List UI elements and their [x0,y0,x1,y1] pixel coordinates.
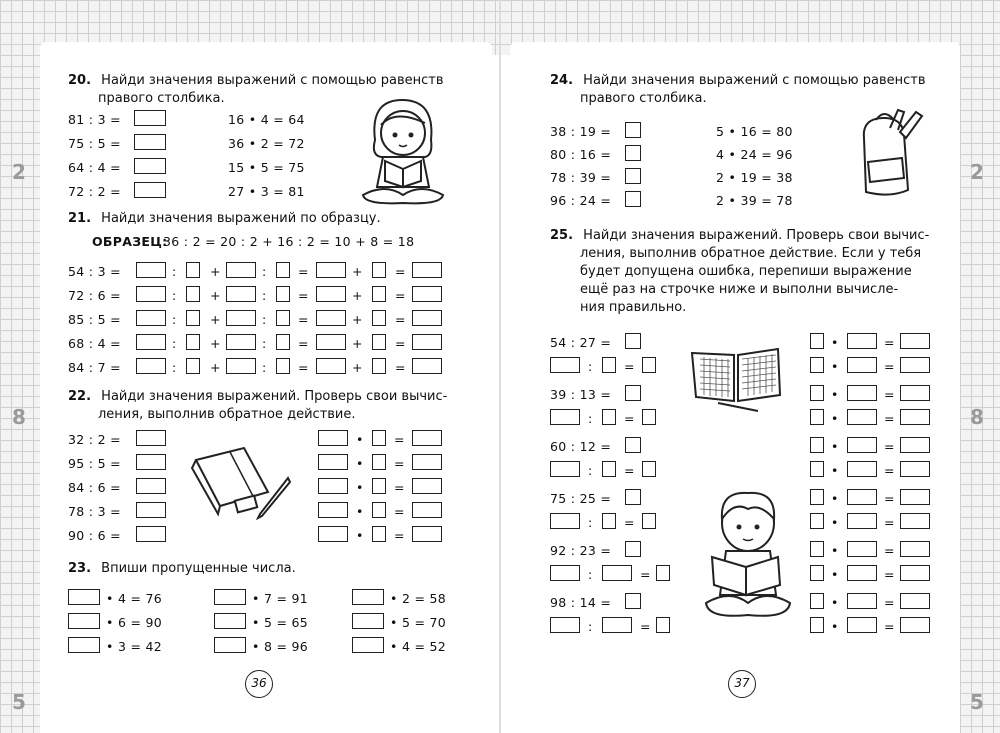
ex22-text-line1: Найди значения выражений. Проверь свои вычис- [101,389,448,404]
ex21-expr: 84 : 7 = [68,360,121,375]
answer-box[interactable] [318,454,348,470]
ex20-left-expr: 72 : 2 = [68,184,121,199]
ex24-right-eq: 5 • 16 = 80 [716,124,793,139]
answer-box[interactable] [136,478,166,494]
ex23-expr: • 5 = 65 [252,615,309,630]
answer-box[interactable] [550,409,580,425]
ex25-expr: 92 : 23 = [550,543,612,558]
notebook-pen-illustration [190,440,300,520]
answer-box[interactable] [602,461,616,477]
operator-symbol: + [352,288,363,303]
answer-box[interactable] [642,461,656,477]
answer-box[interactable] [412,358,442,374]
page-number-right: 37 [728,670,756,698]
ex25-expr: 98 : 14 = [550,595,612,610]
answer-box[interactable] [625,541,641,557]
answer-box[interactable] [352,613,384,629]
operator-symbol: = [298,288,309,303]
answer-box[interactable] [642,409,656,425]
answer-box[interactable] [186,262,200,278]
answer-box[interactable] [900,357,930,373]
answer-box[interactable] [412,526,442,542]
operator-symbol: • [831,439,839,454]
answer-box[interactable] [352,589,384,605]
ex20-right-eq: 16 • 4 = 64 [228,112,305,127]
answer-box[interactable] [810,513,824,529]
answer-box[interactable] [847,357,877,373]
answer-box[interactable] [810,593,824,609]
operator-symbol: = [395,336,406,351]
ex22-number: 22. [68,389,92,404]
ex22-expr: 78 : 3 = [68,504,121,519]
ex21-text: Найди значения выражений по образцу. [101,211,381,226]
answer-box[interactable] [625,333,641,349]
operator-symbol: • [356,504,364,519]
operator-symbol: : [262,264,267,279]
answer-box[interactable] [625,191,641,207]
operator-symbol: = [395,360,406,375]
margin-digit: 2 [12,160,26,184]
operator-symbol: : [588,619,593,634]
answer-box[interactable] [847,565,877,581]
answer-box[interactable] [847,617,877,633]
answer-box[interactable] [136,454,166,470]
page-number-left: 36 [245,670,273,698]
answer-box[interactable] [226,286,256,302]
operator-symbol: + [352,312,363,327]
answer-box[interactable] [316,310,346,326]
ex24-text-line1: Найди значения выражений с помощью равенств [583,73,926,88]
answer-box[interactable] [602,357,616,373]
answer-box[interactable] [412,478,442,494]
answer-box[interactable] [900,617,930,633]
answer-box[interactable] [276,358,290,374]
operator-symbol: = [624,359,635,374]
ex22-expr: 32 : 2 = [68,432,121,447]
operator-symbol: : [262,360,267,375]
answer-box[interactable] [136,262,166,278]
operator-symbol: = [884,359,895,374]
answer-box[interactable] [372,262,386,278]
operator-symbol: • [356,432,364,447]
answer-box[interactable] [550,617,580,633]
ex21-expr: 68 : 4 = [68,336,121,351]
margin-digit: 8 [12,405,26,429]
answer-box[interactable] [656,617,670,633]
operator-symbol: • [831,411,839,426]
operator-symbol: = [884,567,895,582]
answer-box[interactable] [226,262,256,278]
operator-symbol: = [884,335,895,350]
operator-symbol: • [831,387,839,402]
answer-box[interactable] [318,526,348,542]
ex23-text: Впиши пропущенные числа. [101,561,296,576]
answer-box[interactable] [214,589,246,605]
answer-box[interactable] [900,385,930,401]
operator-symbol: = [395,288,406,303]
answer-box[interactable] [316,286,346,302]
answer-box[interactable] [372,526,386,542]
operator-symbol: • [356,528,364,543]
answer-box[interactable] [372,430,386,446]
ex25-text-line2: ления, выполнив обратное действие. Если у тебя [580,246,922,261]
ex22-heading [68,388,468,424]
operator-symbol: = [395,312,406,327]
answer-box[interactable] [412,286,442,302]
ex25-text-line3: будет допущена ошибка, перепиши выражение [580,264,912,279]
answer-box[interactable] [900,565,930,581]
answer-box[interactable] [550,565,580,581]
operator-symbol: : [262,312,267,327]
ex25-text-line4: ещё раз на строчке ниже и выполни вычисле- [580,282,899,297]
operator-symbol: = [884,387,895,402]
operator-symbol: = [884,463,895,478]
ex23-expr: • 3 = 42 [106,639,163,654]
ex20-left-expr: 81 : 3 = [68,112,121,127]
answer-box[interactable] [412,310,442,326]
answer-box[interactable] [847,409,877,425]
margin-digit: 5 [12,690,26,714]
girl-reading-illustration [355,95,450,207]
answer-box[interactable] [372,358,386,374]
ex23-expr: • 4 = 52 [390,639,447,654]
operator-symbol: = [298,336,309,351]
ex21-expr: 54 : 3 = [68,264,121,279]
answer-box[interactable] [810,357,824,373]
answer-box[interactable] [810,489,824,505]
operator-symbol: : [588,567,593,582]
operator-symbol: = [884,543,895,558]
answer-box[interactable] [68,613,100,629]
operator-symbol: = [298,312,309,327]
operator-symbol: + [352,360,363,375]
answer-box[interactable] [642,513,656,529]
answer-box[interactable] [900,489,930,505]
answer-box[interactable] [372,310,386,326]
answer-box[interactable] [372,478,386,494]
answer-box[interactable] [847,541,877,557]
operator-symbol: + [210,312,221,327]
ex24-right-eq: 2 • 19 = 38 [716,170,793,185]
operator-symbol: = [394,504,405,519]
answer-box[interactable] [810,385,824,401]
answer-box[interactable] [810,409,824,425]
answer-box[interactable] [68,589,100,605]
answer-box[interactable] [625,385,641,401]
open-book-illustration [688,345,784,415]
answer-box[interactable] [900,593,930,609]
ex24-right-eq: 2 • 39 = 78 [716,193,793,208]
answer-box[interactable] [134,110,166,126]
ex25-expr: 60 : 12 = [550,439,612,454]
answer-box[interactable] [810,333,824,349]
ex25-text-line1: Найди значения выражений. Проверь свои вычис- [583,228,930,243]
operator-symbol: : [172,336,177,351]
operator-symbol: + [210,360,221,375]
answer-box[interactable] [625,593,641,609]
answer-box[interactable] [656,565,670,581]
answer-box[interactable] [847,513,877,529]
operator-symbol: = [394,528,405,543]
answer-box[interactable] [810,617,824,633]
operator-symbol: = [640,619,651,634]
answer-box[interactable] [226,310,256,326]
answer-box[interactable] [276,286,290,302]
answer-box[interactable] [900,437,930,453]
answer-box[interactable] [412,454,442,470]
operator-symbol: : [262,288,267,303]
operator-symbol: = [394,432,405,447]
answer-box[interactable] [136,286,166,302]
answer-box[interactable] [134,182,166,198]
answer-box[interactable] [136,526,166,542]
boy-reading-illustration [700,485,796,625]
operator-symbol: = [884,619,895,634]
operator-symbol: + [210,264,221,279]
answer-box[interactable] [372,502,386,518]
operator-symbol: + [210,336,221,351]
operator-symbol: = [884,515,895,530]
answer-box[interactable] [276,262,290,278]
ex20-text-line2: правого столбика. [98,91,225,106]
answer-box[interactable] [372,286,386,302]
answer-box[interactable] [625,437,641,453]
ex25-heading [550,227,950,317]
answer-box[interactable] [602,565,632,581]
ex25-number: 25. [550,228,574,243]
answer-box[interactable] [214,613,246,629]
ex21-sample: 36 : 2 = 20 : 2 + 16 : 2 = 10 + 8 = 18 [163,234,415,249]
answer-box[interactable] [226,358,256,374]
ex23-heading [68,560,458,578]
answer-box[interactable] [372,334,386,350]
left-margin-grid [0,0,40,733]
operator-symbol: • [831,491,839,506]
right-margin-grid [960,0,1000,733]
answer-box[interactable] [900,461,930,477]
ex23-expr: • 8 = 96 [252,639,309,654]
answer-box[interactable] [550,513,580,529]
operator-symbol: • [356,480,364,495]
ex20-left-expr: 75 : 5 = [68,136,121,151]
operator-symbol: = [624,515,635,530]
ex21-expr: 85 : 5 = [68,312,121,327]
answer-box[interactable] [412,430,442,446]
answer-box[interactable] [318,478,348,494]
operator-symbol: = [395,264,406,279]
operator-symbol: = [884,439,895,454]
ex24-text-line2: правого столбика. [580,91,707,106]
operator-symbol: : [262,336,267,351]
answer-box[interactable] [136,358,166,374]
ex21-number: 21. [68,211,92,226]
ex21-expr: 72 : 6 = [68,288,121,303]
ex25-text-line5: ния правильно. [580,300,687,315]
answer-box[interactable] [550,461,580,477]
answer-box[interactable] [412,334,442,350]
operator-symbol: • [831,359,839,374]
answer-box[interactable] [625,489,641,505]
answer-box[interactable] [810,437,824,453]
ex24-right-eq: 4 • 24 = 96 [716,147,793,162]
answer-box[interactable] [186,310,200,326]
operator-symbol: = [394,456,405,471]
answer-box[interactable] [810,461,824,477]
answer-box[interactable] [642,357,656,373]
answer-box[interactable] [68,637,100,653]
operator-symbol: : [172,264,177,279]
answer-box[interactable] [847,593,877,609]
operator-symbol: • [356,456,364,471]
ex24-left-expr: 80 : 16 = [550,147,612,162]
operator-symbol: = [640,567,651,582]
answer-box[interactable] [136,334,166,350]
margin-digit: 8 [970,405,984,429]
operator-symbol: • [831,515,839,530]
ex20-right-eq: 15 • 5 = 75 [228,160,305,175]
answer-box[interactable] [847,489,877,505]
operator-symbol: : [172,288,177,303]
operator-symbol: • [831,595,839,610]
operator-symbol: : [588,463,593,478]
operator-symbol: + [210,288,221,303]
answer-box[interactable] [226,334,256,350]
ex20-right-eq: 36 • 2 = 72 [228,136,305,151]
answer-box[interactable] [550,357,580,373]
operator-symbol: : [588,515,593,530]
operator-symbol: = [884,491,895,506]
operator-symbol: : [588,411,593,426]
operator-symbol: • [831,619,839,634]
operator-symbol: • [831,463,839,478]
answer-box[interactable] [316,334,346,350]
ex22-text-line2: ления, выполнив обратное действие. [98,407,356,422]
answer-box[interactable] [318,430,348,446]
ex23-expr: • 2 = 58 [390,591,447,606]
operator-symbol: = [394,480,405,495]
ex22-expr: 84 : 6 = [68,480,121,495]
answer-box[interactable] [625,122,641,138]
ex23-expr: • 7 = 91 [252,591,309,606]
backpack-illustration [850,108,930,200]
answer-box[interactable] [136,430,166,446]
ex25-expr: 39 : 13 = [550,387,612,402]
answer-box[interactable] [352,637,384,653]
ex24-number: 24. [550,73,574,88]
operator-symbol: : [172,312,177,327]
ex20-number: 20. [68,73,92,88]
answer-box[interactable] [412,502,442,518]
answer-box[interactable] [276,334,290,350]
answer-box[interactable] [316,262,346,278]
answer-box[interactable] [136,310,166,326]
answer-box[interactable] [847,333,877,349]
answer-box[interactable] [214,637,246,653]
answer-box[interactable] [602,409,616,425]
answer-box[interactable] [625,168,641,184]
ex21-heading [68,210,458,228]
operator-symbol: = [298,264,309,279]
ex25-expr: 54 : 27 = [550,335,612,350]
answer-box[interactable] [900,333,930,349]
ex24-left-expr: 96 : 24 = [550,193,612,208]
answer-box[interactable] [847,461,877,477]
ex24-heading [550,72,940,108]
margin-digit: 5 [970,690,984,714]
ex22-expr: 90 : 6 = [68,528,121,543]
ex25-expr: 75 : 25 = [550,491,612,506]
answer-box[interactable] [186,334,200,350]
ex20-left-expr: 64 : 4 = [68,160,121,175]
ex24-left-expr: 38 : 19 = [550,124,612,139]
operator-symbol: : [588,359,593,374]
answer-box[interactable] [134,158,166,174]
answer-box[interactable] [602,617,632,633]
ex23-number: 23. [68,561,92,576]
ex24-left-expr: 78 : 39 = [550,170,612,185]
answer-box[interactable] [810,565,824,581]
ex20-right-eq: 27 • 3 = 81 [228,184,305,199]
ex23-expr: • 4 = 76 [106,591,163,606]
answer-box[interactable] [625,145,641,161]
answer-box[interactable] [372,454,386,470]
operator-symbol: = [884,595,895,610]
answer-box[interactable] [134,134,166,150]
answer-box[interactable] [810,541,824,557]
answer-box[interactable] [318,502,348,518]
operator-symbol: = [624,463,635,478]
answer-box[interactable] [412,262,442,278]
answer-box[interactable] [900,513,930,529]
margin-digit: 2 [970,160,984,184]
operator-symbol: + [352,336,363,351]
answer-box[interactable] [900,541,930,557]
answer-box[interactable] [276,310,290,326]
operator-symbol: = [884,411,895,426]
ex22-expr: 95 : 5 = [68,456,121,471]
answer-box[interactable] [847,437,877,453]
ex20-text-line1: Найди значения выражений с помощью равенств [101,73,444,88]
answer-box[interactable] [186,286,200,302]
ex23-expr: • 5 = 70 [390,615,447,630]
operator-symbol: + [352,264,363,279]
operator-symbol: • [831,543,839,558]
operator-symbol: • [831,335,839,350]
answer-box[interactable] [847,385,877,401]
operator-symbol: : [172,360,177,375]
answer-box[interactable] [900,409,930,425]
answer-box[interactable] [186,358,200,374]
ex23-expr: • 6 = 90 [106,615,163,630]
operator-symbol: = [298,360,309,375]
answer-box[interactable] [316,358,346,374]
answer-box[interactable] [136,502,166,518]
answer-box[interactable] [602,513,616,529]
ex21-sample-label: ОБРАЗЕЦ: [92,234,168,249]
operator-symbol: = [624,411,635,426]
operator-symbol: • [831,567,839,582]
book-spine [499,0,501,733]
